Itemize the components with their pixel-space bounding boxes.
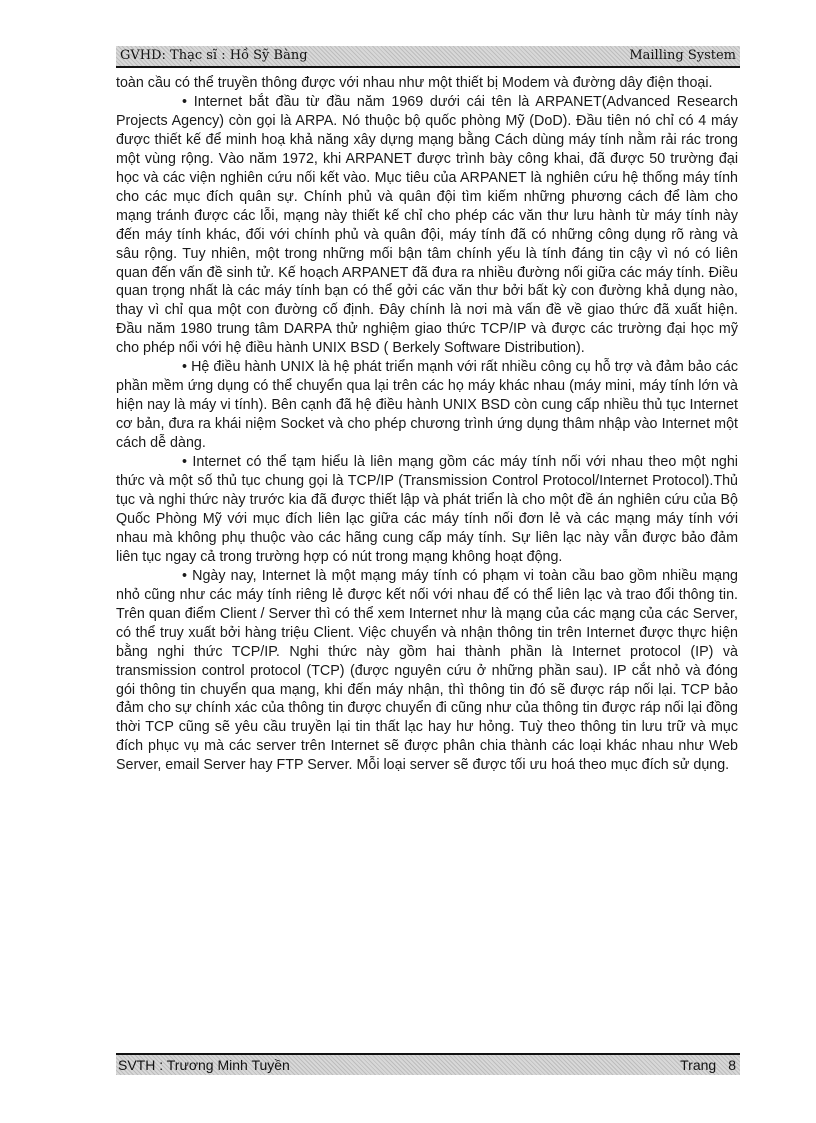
page-footer <box>116 1053 740 1075</box>
bullet-paragraph-arpanet <box>116 93 738 358</box>
header-project-title: Mailling System <box>629 48 736 63</box>
paragraph-text: Internet bắt đầu từ đầu năm 1969 dưới cái tên là ARPANET(Advanced Research Projects Agency) còn gọi là ARPA. Nó thuộc bộ quốc phòng Mỹ (DoD). Đầu tiên nó chỉ có 4 máy được thiết kế để minh hoạ khả năng xây dựng mạng bằng Cách dùng máy tính nằm rải rác trong một vùng rộng. Vào năm 1972, khi ARPANET được trình bày công khai, đã được 50 trường đại học và các viện nghiên cứu nối kết vào. Mục tiêu của ARPANET là nghiên cứu hệ thống máy tính cho các mục đích quân sự. Chính phủ và quân đội tìm kiếm những phương cách để làm cho mạng tránh được các lỗi, mạng này thiết kế chỉ cho phép các văn thư lưu hành từ máy tính này đến máy tính khác, đối với chính phủ và quân đội, máy tính đã có những công dụng rõ ràng và sâu rộng. Tuy nhiên, một trong những mối bận tâm chính yếu là tính đáng tin cậy vì nó có liên quan đến vấn đề sinh tử. Kế hoạch ARPANET đã đưa ra nhiều đường nối giữa các máy tính. Điều quan trọng nhất là các máy tính bạn có thể gởi các văn thư bởi bất kỳ con đường khả dụng nào, thay vì chỉ qua một con đường cố định. Đây chính là nơi mà vấn đề về giao thức đã xuất hiện. Đầu năm 1980 trung tâm DARPA thử nghiệm giao thức TCP/IP và được các trường đại học mỹ cho phép nối với hệ điều hành UNIX BSD ( Berkely Software Distribution). <box>116 93 738 357</box>
paragraph-text: Hệ điều hành UNIX là hệ phát triển mạnh với rất nhiều công cụ hỗ trợ và đảm bảo các phần mềm ứng dụng có thể chuyển qua lại trên các họ máy khác nhau (máy mini, máy tính lớn và hiện nay là máy vi tính). Bên cạnh đã hệ điều hành UNIX BSD còn cung cấp nhiều thủ tục Internet cơ bản, đưa ra khái niệm Socket và cho phép chương trình ứng dụng thâm nhập vào Internet một cách dễ dàng. <box>116 359 738 452</box>
header-supervisor: GVHD: Thạc sĩ : Hồ Sỹ Bàng <box>120 48 308 63</box>
bullet-icon: • <box>182 567 188 584</box>
bullet-paragraph-internet-today <box>116 567 738 775</box>
footer-page-label: Trang <box>680 1057 717 1073</box>
paragraph-text: Internet có thể tạm hiểu là liên mạng gồm các máy tính nối với nhau theo một nghi thức và một số thủ tục chung gọi là TCP/IP (Transmission Control Protocol/Internet Protocol).Thủ tục và nghi thức này trước kia đã được thiết lập và phát triển là cho một đề án nghiên cứu của Bộ Quốc Phòng Mỹ với mục đích liên lạc giữa các máy tính nối đơn lẻ và các mạng máy tính với nhau mà không phụ thuộc vào các hãng cung cấp máy tính. Sự liên lạc này vẫn được bảo đảm liên tục ngay cả trong trường hợp có nút trong mạng không hoạt động. <box>116 454 738 565</box>
bullet-icon: • <box>182 454 188 471</box>
paragraph-text: Ngày nay, Internet là một mạng máy tính có phạm vi toàn cầu bao gồm nhiều mạng nhỏ cũng như các máy tính riêng lẻ được kết nối với nhau để có thể liên lạc và trao đổi thông tin. Trên quan điểm Client / Server thì có thể xem Internet như là mạng của các mạng của các Server, có thể truy xuất bởi hàng triệu Client. Việc chuyển và nhận thông tin trên Internet được thực hiện bằng nghi thức TCP/IP. Nghi thức này gồm hai thành phần là Internet protocol (IP) và transmission control protocol (TCP) (được nguyên cứu ở những phần sau). IP cắt nhỏ và đóng gói thông tin chuyển qua mạng, khi đến máy nhận, thì thông tin đó sẽ được ráp nối lại. TCP bảo đảm cho sự chính xác của thông tin được chuyển đi cũng như của thông tin được ráp nối lại đồng thời TCP cũng sẽ yêu cầu truyền lại tin thất lạc hay hư hỏng. Tuỳ theo thông tin lưu trữ và mục đích phục vụ mà các server trên Internet sẽ được phân chia thành các loại khác nhau như Web Server, email Server hay FTP Server. Mỗi loại server sẽ được tối ưu hoá theo mục đích sử dụng. <box>116 567 738 774</box>
footer-student: SVTH : Trương Minh Tuyền <box>118 1057 290 1073</box>
footer-page-info <box>668 1057 736 1073</box>
body-text <box>116 74 738 775</box>
bullet-paragraph-tcpip <box>116 453 738 567</box>
bullet-icon: • <box>182 93 188 110</box>
bullet-paragraph-unix <box>116 358 738 453</box>
footer-page-number: 8 <box>728 1057 736 1073</box>
paragraph-continuation <box>116 74 738 93</box>
bullet-icon: • <box>182 359 188 376</box>
paragraph-text: toàn cầu có thể truyền thông được với nhau như một thiết bị Modem và đường dây điện thoại. <box>116 75 713 91</box>
page-header <box>116 46 740 68</box>
